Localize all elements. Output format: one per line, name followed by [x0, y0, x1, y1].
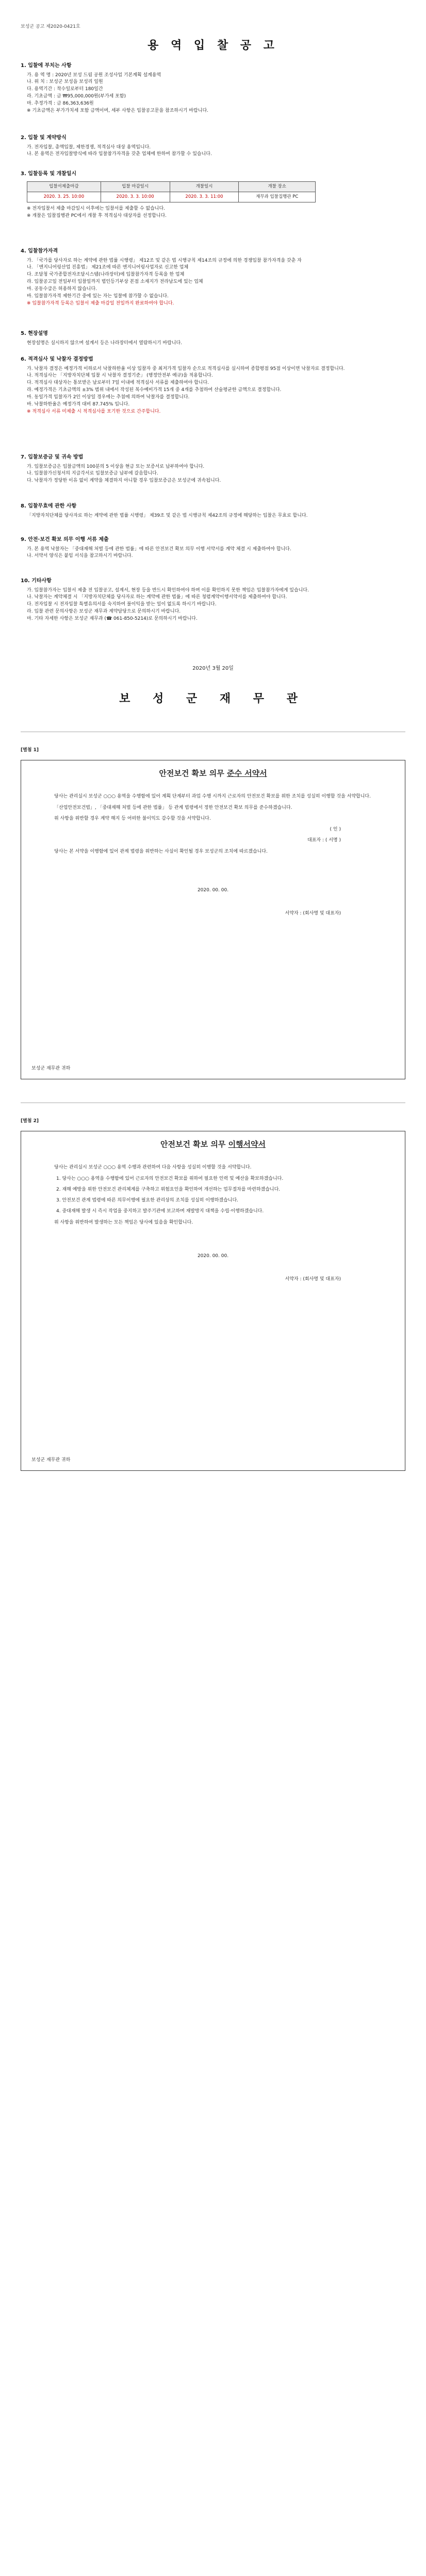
section-contract-method [21, 134, 405, 158]
eligibility-warning: ※ 입찰참가자격 등록은 입찰서 제출 마감일 전일까지 완료하여야 합니다. [27, 301, 174, 307]
section-title: 2. 입찰 및 계약방식 [21, 135, 67, 141]
eligibility-line: 마. 공동수급은 허용하지 않습니다. [27, 286, 97, 292]
table-cell: 재무과 입찰집행관 PC [239, 192, 316, 202]
section-bid-items [21, 62, 405, 115]
pledge-form [21, 760, 405, 1079]
schedule-table [27, 181, 316, 202]
form-body [21, 793, 405, 918]
misc-line: 라. 입찰 관련 문의사항은 보성군 재무과 계약담당으로 문의하시기 바랍니다. [27, 609, 181, 615]
form-signer: 서약자 : (회사명 및 대표자) [285, 911, 341, 917]
evaluation-warning: ※ 적격심사 서류 미제출 시 적격심사를 포기한 것으로 간주합니다. [27, 409, 161, 415]
table-cell: 2020. 3. 25. 10:00 [27, 192, 101, 202]
evaluation-line: 다. 적격심사 대상자는 통보받은 날로부터 7일 이내에 적격심사 서류를 제출하여야 합니다. [27, 380, 209, 386]
form-title-underlined: 준수 서약서 [226, 769, 267, 778]
bid-bond-line: 가. 입찰보증금은 입찰금액의 100분의 5 이상을 현금 또는 보증서로 납부하여야 합니다. [27, 464, 205, 469]
table-cell: 2020. 3. 3. 11:00 [170, 192, 239, 202]
form-paragraph: 위 사항을 위반하여 발생하는 모든 책임은 당사에 있음을 확인합니다. [54, 1219, 193, 1225]
bid-bond-line: 나. 입찰참가신청서의 지급각서로 입찰보증금 납부에 갈음합니다. [27, 471, 158, 477]
list-item: 2. 재해 예방을 위한 안전보건 관리체계를 구축하고 위험요인을 확인하여 개선하는 업무절차를 마련하겠습니다. [56, 1187, 281, 1192]
evaluation-line: 바. 낙찰하한율은 예정가격 대비 87.745% 입니다. [27, 402, 130, 408]
performance-pledge-form [21, 1131, 405, 1471]
form-signature-line: 대표자 : ( 서명 ) [307, 838, 341, 843]
eligibility-line: 바. 입찰참가자격 제한기간 중에 있는 자는 입찰에 참가할 수 없습니다. [27, 294, 169, 299]
section-misc [21, 577, 405, 623]
form-paragraph: 「산업안전보건법」, 「중대재해 처벌 등에 관한 법률」 등 관계 법령에서 정한 안전보건 확보 의무를 준수하겠습니다. [54, 805, 292, 810]
evaluation-line: 가. 낙찰자 결정은 예정가격 이하로서 낙찰하한율 이상 입찰자 중 최저가격 입찰자 순으로 적격심사를 실시하여 종합평점 95점 이상이면 낙찰자로 결정합니다. [27, 366, 345, 371]
section-safety [21, 536, 405, 560]
contract-line: 가. 전자입찰, 총액입찰, 제한경쟁, 적격심사 대상 용역입니다. [27, 144, 151, 150]
list-item: 3. 안전보건 관계 법령에 따른 의무이행에 필요한 관리상의 조치를 성실히 이행하겠습니다. [56, 1198, 239, 1204]
table-header-row [27, 181, 316, 192]
safety-line: 나. 서약서 양식은 붙임 서식을 참고하시기 바랍니다. [27, 553, 133, 559]
site-briefing-text: 현장설명은 실시하지 않으며 설계서 등은 나라장터에서 열람하시기 바랍니다. [27, 340, 183, 346]
section-title: 1. 입찰에 부치는 사항 [21, 63, 72, 69]
bid-item-line: 라. 기초금액 : 금 ₩95,000,000원(부가세 포함) [27, 94, 126, 99]
evaluation-line: 나. 적격심사는 「지방자치단체 입찰 시 낙찰자 결정기준」 (행정안전부 예규)을 적용합니다. [27, 373, 213, 379]
section-evaluation [21, 355, 405, 416]
form-signer: 서약자 : (회사명 및 대표자) [285, 1277, 341, 1282]
section-bid-bond [21, 453, 405, 485]
form-signature-line: ( 인 ) [330, 827, 341, 833]
form-addressee: 보성군 재무관 귀하 [31, 1458, 71, 1463]
evaluation-line: 라. 예정가격은 기초금액의 ±3% 범위 내에서 작성된 복수예비가격 15개 중 4개를 추첨하여 산술평균한 금액으로 결정합니다. [27, 387, 282, 393]
misc-line: 마. 기타 자세한 사항은 보성군 재무과 (☎ 061-850-5214)로 문의하시기 바랍니다. [27, 616, 198, 622]
invalid-bid-text: 「지방자치단체를 당사자로 하는 계약에 관한 법률 시행령」 제39조 및 같은 법 시행규칙 제42조의 규정에 해당하는 입찰은 무효로 합니다. [27, 513, 308, 518]
notice-number: 보성군 공고 제2020-0421호 [21, 24, 80, 29]
bid-item-line: 마. 추정가격 : 금 86,363,636원 [27, 101, 94, 107]
form-paragraph: 당사는 관리실시 보성군 ○○○ 용역 수행과 관련하여 다음 사항을 성실히 이행할 것을 서약합니다. [54, 1165, 252, 1171]
form-title-underlined: 이행서약서 [228, 1140, 266, 1149]
section-title: 10. 기타사항 [21, 578, 52, 584]
schedule-note: ※ 개찰은 입찰집행관 PC에서 개찰 후 적격심사 대상자를 선정합니다. [27, 213, 167, 218]
table-header-cell: 개찰일시 [170, 181, 239, 192]
bid-bond-line: 다. 낙찰자가 정당한 이유 없이 계약을 체결하지 아니할 경우 입찰보증금은 보성군에 귀속됩니다. [27, 478, 221, 484]
form-addressee: 보성군 재무관 귀하 [31, 1066, 71, 1072]
schedule-note: ※ 전자입찰서 제출 마감일시 이후에는 입찰서를 제출할 수 없습니다. [27, 206, 166, 211]
list-item: 1. 당사는 ○○○ 용역을 수행함에 있어 근로자의 안전보건 확보를 위하여 필요한 인력 및 예산을 확보하겠습니다. [56, 1176, 284, 1181]
table-row [27, 192, 316, 202]
misc-line: 나. 낙찰자는 계약체결 시 「지방자치단체를 당사자로 하는 계약에 관한 법률」에 따른 청렴계약이행서약서를 제출하여야 합니다. [27, 595, 287, 600]
section-site-briefing [21, 330, 405, 347]
section-invalid-bids [21, 502, 405, 519]
eligibility-line: 라. 입찰공고일 전일부터 입찰일까지 법인등기부상 본점 소재지가 전라남도에 있는 업체 [27, 279, 203, 285]
form-paragraph: 당사는 본 서약을 이행함에 있어 관계 법령을 위반하는 사실이 확인될 경우 보성군의 조치에 따르겠습니다. [54, 849, 268, 854]
misc-line: 다. 전자입찰 시 전자입찰 특별유의서를 숙지하여 불이익을 받는 일이 없도록 하시기 바랍니다. [27, 602, 217, 607]
table-cell: 2020. 3. 3. 10:00 [101, 192, 170, 202]
eligibility-line: 다. 조달청 국가종합전자조달시스템(나라장터)에 입찰참가자격 등록을 한 업체 [27, 272, 185, 278]
section-schedule [21, 170, 405, 220]
section-title: 8. 입찰무효에 관한 사항 [21, 503, 77, 509]
evaluation-line: 마. 동일가격 입찰자가 2인 이상일 경우에는 추첨에 의하여 낙찰자를 결정합니다. [27, 395, 190, 400]
contract-line: 나. 본 용역은 전자입찰방식에 따라 입찰참가자격을 갖춘 업체에 한하여 참가할 수 있습니다. [27, 151, 212, 157]
eligibility-line: 가. 「국가를 당사자로 하는 계약에 관한 법률 시행령」 제12조 및 같은 법 시행규칙 제14조의 규정에 의한 경쟁입찰 참가자격을 갖춘 자 [27, 258, 302, 263]
bid-item-line: 나. 위 치 : 보성군 보성읍 보성리 일원 [27, 79, 103, 85]
form-paragraph: 위 사항을 위반할 경우 계약 해지 등 어떠한 불이익도 감수할 것을 서약합니다. [54, 816, 211, 821]
section-title: 7. 입찰보증금 및 귀속 방법 [21, 454, 84, 460]
pledge-list [56, 1175, 372, 1216]
table-header-cell: 입찰 마감일시 [101, 181, 170, 192]
bid-item-line: 가. 용 역 명 : 2020년 보성 드림 공원 조성사업 기본계획 설계용역 [27, 72, 161, 78]
form-title [21, 768, 405, 779]
form-title-prefix: 안전보건 확보 의무 [159, 769, 227, 778]
table-header-cell: 입찰서제출마감 [27, 181, 101, 192]
misc-line: 가. 입찰참가자는 입찰서 제출 전 입찰공고, 설계서, 현장 등을 반드시 확인하여야 하며 이를 확인하지 못한 책임은 입찰참가자에게 있습니다. [27, 587, 309, 593]
notice-date: 2020년 3월 20일 [192, 666, 234, 671]
eligibility-line: 나. 「엔지니어링산업 진흥법」 제21조에 따른 엔지니어링사업자로 신고한 업체 [27, 265, 189, 270]
section-title: 6. 적격심사 및 낙찰자 결정방법 [21, 357, 93, 362]
section-title: 5. 현장설명 [21, 331, 48, 336]
form-date: 2020. 00. 00. [197, 888, 229, 893]
safety-line: 가. 본 용역 낙찰자는 「중대재해 처벌 등에 관한 법률」에 따른 안전보건 확보 의무 이행 서약서를 계약 체결 시 제출하여야 합니다. [27, 546, 291, 552]
bid-item-note: ※ 기초금액은 부가가치세 포함 금액이며, 세부 사항은 입찰공고문을 참조하시기 바랍니다. [27, 108, 208, 114]
attachment-label: [별첨 2] [21, 1118, 39, 1124]
form-title [21, 1139, 405, 1150]
table-header-cell: 개찰 장소 [239, 181, 316, 192]
document-title: 용 역 입 찰 공 고 [148, 39, 278, 52]
form-title-prefix: 안전보건 확보 의무 [160, 1140, 228, 1149]
form-body [21, 1164, 405, 1283]
bid-item-line: 다. 용역기간 : 착수일로부터 180일간 [27, 87, 103, 92]
section-title: 3. 입찰등록 및 개찰일시 [21, 171, 77, 177]
section-title: 9. 안전·보건 확보 의무 이행 서류 제출 [21, 537, 109, 543]
list-item: 4. 중대재해 발생 시 즉시 작업을 중지하고 발주기관에 보고하며 재발방지 대책을 수립·이행하겠습니다. [56, 1209, 264, 1214]
attachment-label: [별첨 1] [21, 748, 39, 753]
issuing-authority: 보 성 군 재 무 관 [119, 692, 307, 705]
section-title: 4. 입찰참가자격 [21, 248, 58, 254]
form-date: 2020. 00. 00. [197, 1253, 229, 1259]
section-eligibility [21, 247, 405, 308]
form-paragraph: 당사는 관리실시 보성군 ○○○ 용역을 수행함에 있어 계획 단계부터 과업 수행 시까지 근로자의 안전보건 확보를 위한 조치를 성실히 이행할 것을 서약합니다. [54, 794, 371, 800]
